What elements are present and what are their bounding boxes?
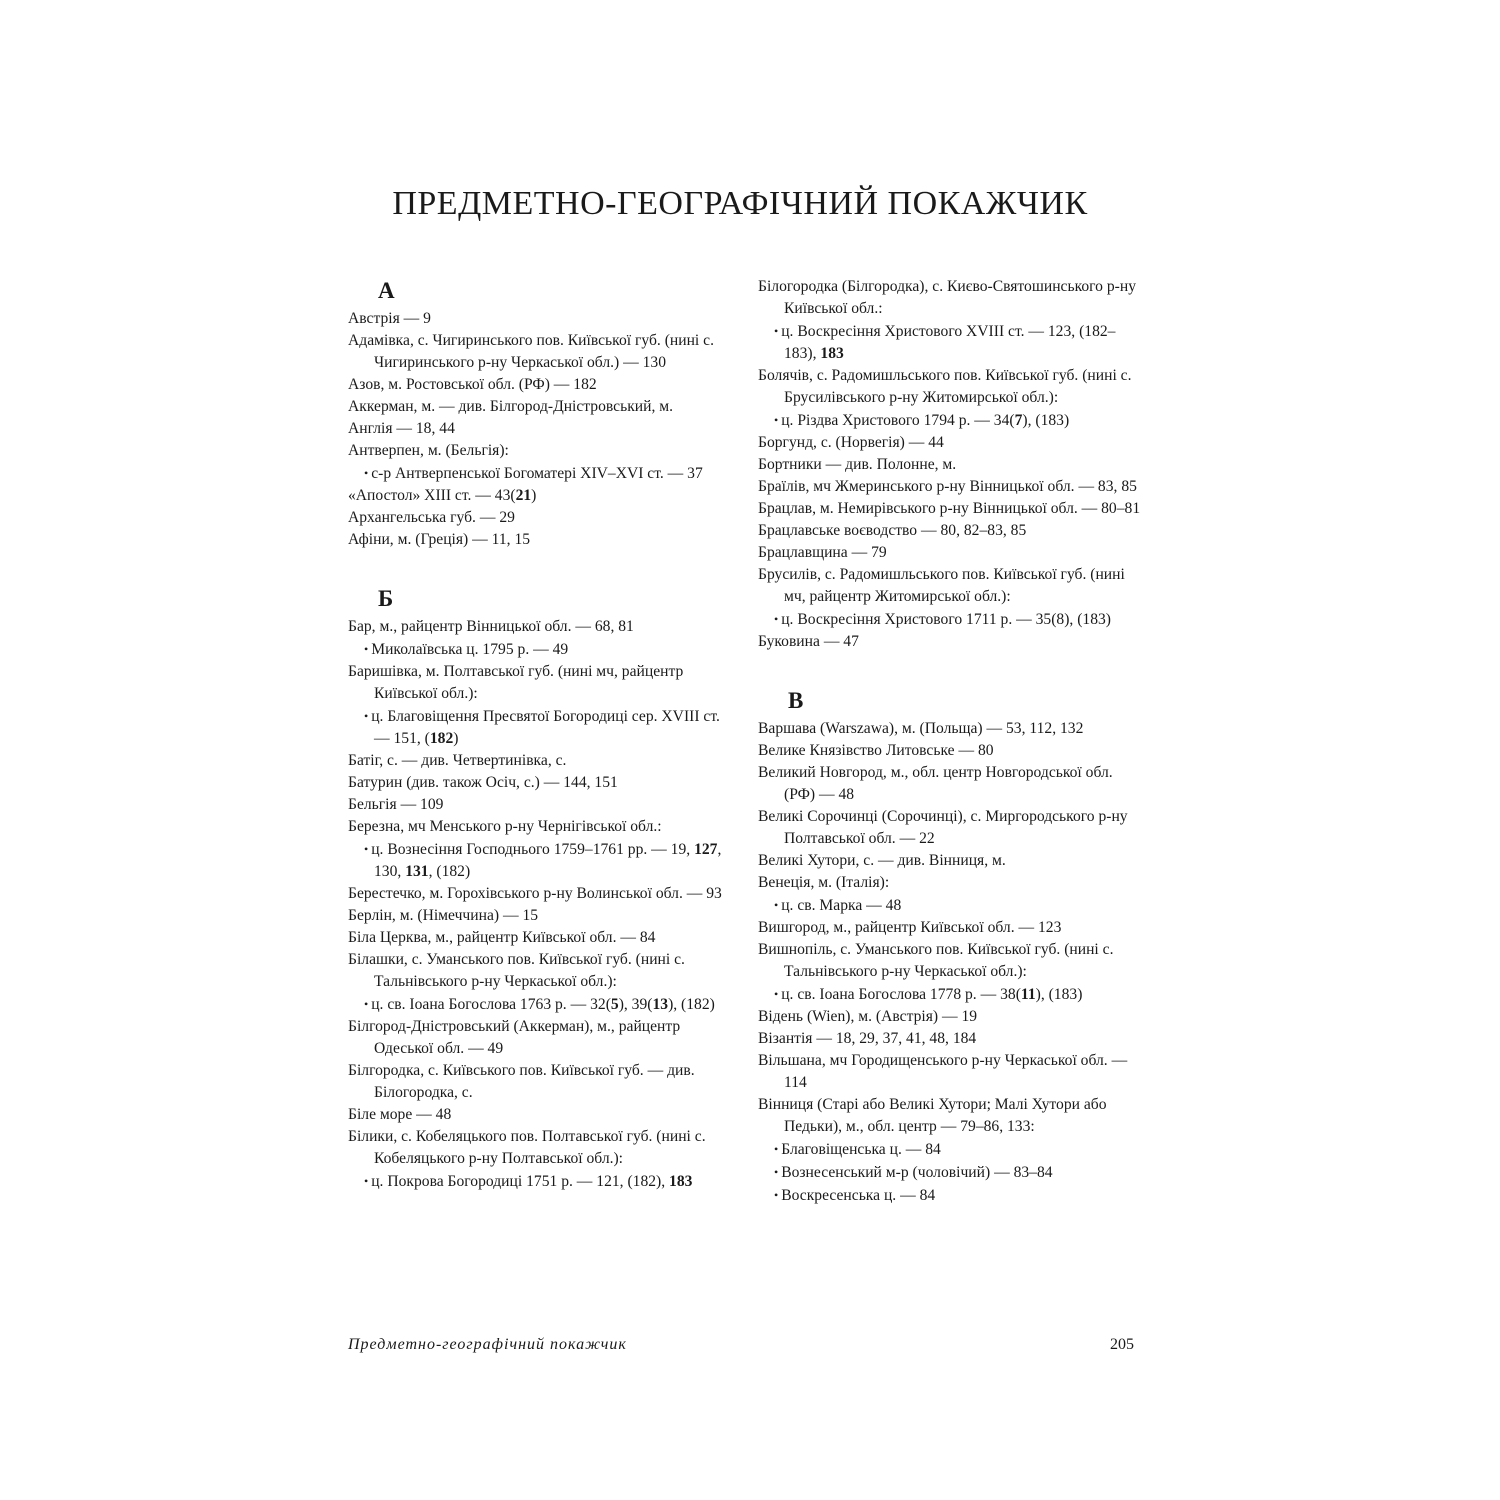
index-entry: Баришівка, м. Полтавської губ. (нині мч, райцентр Київської обл.):	[348, 663, 684, 702]
index-subentry: • ц. Різдва Христового 1794 р. — 34(7), (183)	[758, 409, 1143, 432]
index-subentry: • ц. св. Марка — 48	[758, 894, 1143, 917]
index-section	[758, 686, 1143, 1207]
index-subentry: • ц. Благовіщення Пресвятої Богородиці сер. XVIII ст. — 151, (182)	[348, 705, 733, 750]
index-entry: Бельгія — 109	[348, 796, 444, 813]
index-entry: Браїлів, мч Жмеринського р-ну Вінницької обл. — 83, 85	[758, 478, 1137, 495]
index-entry: Білогородка (Білгородка), с. Києво-Святошинського р-ну Київської обл.:	[758, 278, 1136, 317]
index-entry: Азов, м. Ростовської обл. (РФ) — 182	[348, 376, 597, 393]
index-entry: Великий Новгород, м., обл. центр Новгородської обл. (РФ) — 48	[758, 764, 1113, 803]
index-subentry: • Воскресенська ц. — 84	[758, 1184, 1143, 1207]
index-entry: Аккерман, м. — див. Білгород-Дністровський, м.	[348, 398, 674, 415]
index-entry: Білгород-Дністровський (Аккерман), м., райцентр Одеської обл. — 49	[348, 1018, 681, 1057]
index-entry: Бортники — див. Полонне, м.	[758, 456, 957, 473]
index-entry: Вишнопіль, с. Уманського пов. Київської губ. (нині с. Тальнівського р-ну Черкаської обл.):	[758, 941, 1114, 980]
index-entry: Болячів, с. Радомишльського пов. Київської губ. (нині с. Брусилівського р-ну Житомирської обл.):	[758, 367, 1132, 406]
index-entry: Брацлав, м. Немирівського р-ну Вінницької обл. — 80–81	[758, 500, 1141, 517]
index-entry: Батіг, с. — див. Четвертинівка, с.	[348, 752, 567, 769]
index-entry: Біла Церква, м., райцентр Київської обл. — 84	[348, 929, 656, 946]
index-entry: Адамівка, с. Чигиринського пов. Київської губ. (нині с. Чигиринського р-ну Черкаської обл.) — 130	[348, 332, 714, 371]
index-subentry: • ц. Вознесіння Господнього 1759–1761 рр. — 19, 127, 130, 131, (182)	[348, 838, 733, 883]
index-entry: Брацлавщина — 79	[758, 544, 887, 561]
index-subentry: • ц. св. Іоана Богослова 1763 р. — 32(5), 39(13), (182)	[348, 993, 733, 1016]
index-entry: Буковина — 47	[758, 633, 859, 650]
index-entry: Венеція, м. (Італія):	[758, 874, 890, 891]
index-section	[348, 584, 733, 1193]
index-entry: Брацлавське воєводство — 80, 82–83, 85	[758, 522, 1027, 539]
index-subentry: • с-р Антверпенської Богоматері XIV–XVI ст. — 37	[348, 462, 733, 485]
index-section	[348, 276, 733, 551]
index-entry: Архангельська губ. — 29	[348, 509, 515, 526]
index-entry: Білашки, с. Уманського пов. Київської губ. (нині с. Тальнівського р-ну Черкаської обл.):	[348, 951, 685, 990]
index-subentry: • ц. Покрова Богородиці 1751 р. — 121, (182), 183	[348, 1170, 733, 1193]
index-entry: Вінниця (Старі або Великі Хутори; Малі Хутори або Педьки), м., обл. центр — 79–86, 133:	[758, 1096, 1107, 1135]
section-letter: В	[788, 688, 804, 713]
index-column-right	[758, 276, 1143, 1207]
index-entry: Бар, м., райцентр Вінницької обл. — 68, 81	[348, 618, 634, 635]
index-subentry: • Миколаївська ц. 1795 р. — 49	[348, 638, 733, 661]
index-subentry: • Вознесенський м-р (чоловічий) — 83–84	[758, 1161, 1143, 1184]
index-entry: Великі Хутори, с. — див. Вінниця, м.	[758, 852, 1006, 869]
index-entry: «Апостол» XIII ст. — 43(21)	[348, 487, 537, 504]
index-column-left	[348, 276, 733, 1193]
index-entry: Велике Князівство Литовське — 80	[758, 742, 994, 759]
index-section	[758, 276, 1143, 653]
index-entry: Вишгород, м., райцентр Київської обл. — 123	[758, 919, 1062, 936]
index-entry: Австрія — 9	[348, 310, 431, 327]
index-entry: Білгородка, с. Київського пов. Київської губ. — див. Білогородка, с.	[348, 1062, 695, 1101]
index-subentry: • ц. Воскресіння Христового XVIII ст. — 123, (182–183), 183	[758, 320, 1143, 365]
index-entry: Афіни, м. (Греція) — 11, 15	[348, 531, 531, 548]
page-title: ПРЕДМЕТНО-ГЕОГРАФІЧНИЙ ПОКАЖЧИК	[392, 185, 1088, 222]
index-entry: Берестечко, м. Горохівського р-ну Волинської обл. — 93	[348, 885, 722, 902]
running-title: Предметно-географічний покажчик	[348, 1336, 627, 1353]
index-entry: Відень (Wien), м. (Австрія) — 19	[758, 1008, 978, 1025]
index-entry: Березна, мч Менського р-ну Чернігівської обл.:	[348, 818, 662, 835]
index-entry: Антверпен, м. (Бельгія):	[348, 442, 509, 459]
index-subentry: • ц. Воскресіння Христового 1711 р. — 35(8), (183)	[758, 608, 1143, 631]
index-entry: Брусилів, с. Радомишльського пов. Київської губ. (нині мч, райцентр Житомирської обл.):	[758, 566, 1125, 605]
index-entry: Візантія — 18, 29, 37, 41, 48, 184	[758, 1030, 977, 1047]
index-entry: Білики, с. Кобеляцького пов. Полтавської губ. (нині с. Кобеляцького р-ну Полтавської обл.):	[348, 1128, 706, 1167]
section-letter: А	[378, 278, 395, 303]
index-entry: Вільшана, мч Городищенського р-ну Черкаської обл. — 114	[758, 1052, 1128, 1091]
index-subentry: • Благовіщенська ц. — 84	[758, 1138, 1143, 1161]
index-entry: Англія — 18, 44	[348, 420, 455, 437]
page-footer	[348, 1336, 1134, 1354]
index-entry: Берлін, м. (Німеччина) — 15	[348, 907, 539, 924]
index-subentry: • ц. св. Іоана Богослова 1778 р. — 38(11), (183)	[758, 983, 1143, 1006]
index-entry: Батурин (див. також Осіч, с.) — 144, 151	[348, 774, 618, 791]
index-entry: Боргунд, с. (Норвегія) — 44	[758, 434, 944, 451]
page-number: 205	[1110, 1336, 1134, 1353]
index-entry: Великі Сорочинці (Сорочинці), с. Миргородського р-ну Полтавської обл. — 22	[758, 808, 1128, 847]
index-entry: Варшава (Warszawa), м. (Польща) — 53, 112, 132	[758, 720, 1084, 737]
section-letter: Б	[378, 586, 394, 611]
index-entry: Біле море — 48	[348, 1106, 452, 1123]
